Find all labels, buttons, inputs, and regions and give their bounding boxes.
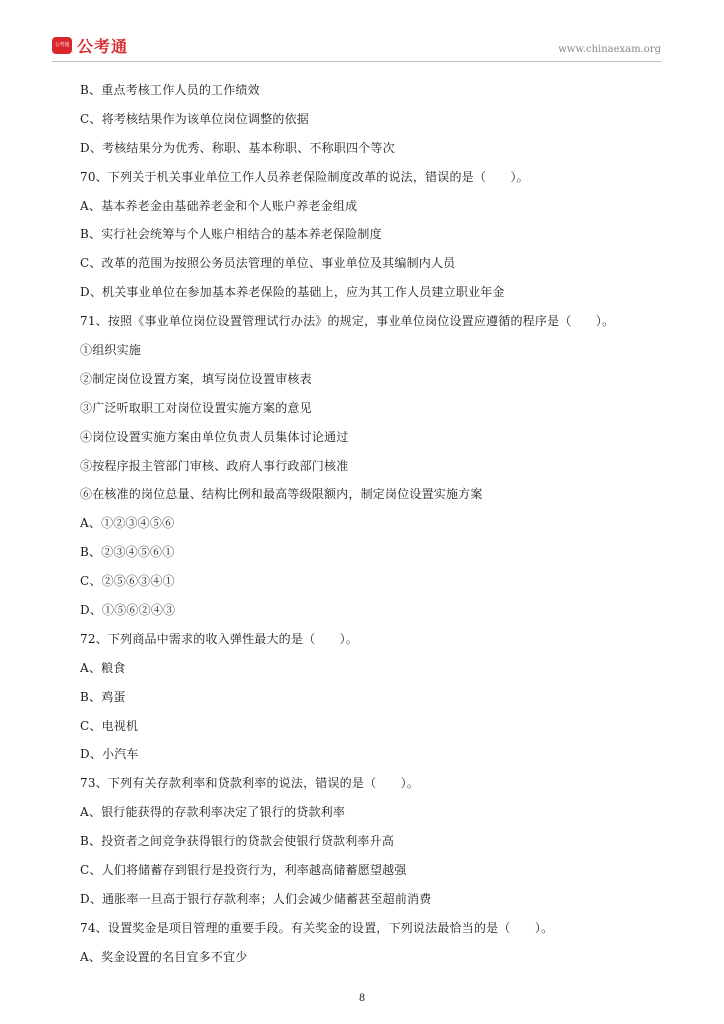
- document-body: [80, 76, 680, 972]
- header-divider: [52, 61, 661, 62]
- text-line: A、银行能获得的存款利率决定了银行的贷款利率: [80, 805, 346, 820]
- text-line: C、将考核结果作为该单位岗位调整的依据: [80, 111, 309, 126]
- text-line: D、①⑤⑥②④③: [80, 603, 176, 618]
- text-line: B、投资者之间竞争获得银行的贷款会使银行贷款利率升高: [80, 834, 395, 849]
- text-line: D、机关事业单位在参加基本养老保险的基础上，应为其工作人员建立职业年金: [80, 285, 505, 300]
- question-74: 74、设置奖金是项目管理的重要手段。有关奖金的设置，下列说法最恰当的是（ ）。: [80, 920, 554, 935]
- text-line: B、②③④⑤⑥①: [80, 545, 175, 560]
- text-line: B、重点考核工作人员的工作绩效: [80, 83, 260, 97]
- text-line: D、通胀率一旦高于银行存款利率；人们会减少储蓄甚至超前消费: [80, 891, 432, 906]
- text-line: ③广泛听取职工对岗位设置实施方案的意见: [80, 400, 312, 415]
- question-73: 73、下列有关存款利率和贷款利率的说法，错误的是（ ）。: [80, 776, 420, 791]
- logo-text: 公考通: [77, 37, 129, 56]
- text-line: B、实行社会统筹与个人账户相结合的基本养老保险制度: [80, 227, 382, 242]
- text-line: ⑤按程序报主管部门审核、政府人事行政部门核准: [80, 458, 349, 473]
- text-line: C、②⑤⑥③④①: [80, 574, 175, 589]
- text-line: C、改革的范围为按照公务员法管理的单位、事业单位及其编制内人员: [80, 256, 456, 271]
- question-71: 71、按照《事业单位岗位设置管理试行办法》的规定，事业单位岗位设置应遵循的程序是（ ）。: [80, 314, 615, 329]
- page-header: [0, 0, 724, 64]
- text-line: ②制定岗位设置方案，填写岗位设置审核表: [80, 371, 312, 386]
- text-line: D、考核结果分为优秀、称职、基本称职、不称职四个等次: [80, 140, 395, 155]
- site-logo[interactable]: [52, 34, 128, 57]
- question-72: 72、下列商品中需求的收入弹性最大的是（ ）。: [80, 631, 359, 646]
- text-line: D、小汽车: [80, 747, 139, 762]
- text-line: ④岗位设置实施方案由单位负责人员集体讨论通过: [80, 429, 349, 444]
- text-line: B、鸡蛋: [80, 689, 126, 704]
- site-url-link[interactable]: www.chinaexam.org: [558, 44, 661, 55]
- text-line: ①组织实施: [80, 343, 142, 358]
- text-line: C、人们将储蓄存到银行是投资行为，利率越高储蓄愿望越强: [80, 863, 407, 878]
- text-line: A、奖金设置的名目宜多不宜少: [80, 949, 248, 964]
- page-number: 8: [358, 993, 366, 1004]
- question-70: 70、下列关于机关事业单位工作人员养老保险制度改革的说法，错误的是（ ）。: [80, 169, 529, 184]
- text-line: ⑥在核准的岗位总量、结构比例和最高等级限额内，制定岗位设置实施方案: [80, 487, 483, 502]
- text-line: A、基本养老金由基础养老金和个人账户养老金组成: [80, 198, 358, 213]
- text-line: A、粮食: [80, 660, 126, 675]
- logo-badge-icon: 公考通: [52, 37, 72, 54]
- text-line: C、电视机: [80, 718, 139, 733]
- text-line: A、①②③④⑤⑥: [80, 516, 175, 531]
